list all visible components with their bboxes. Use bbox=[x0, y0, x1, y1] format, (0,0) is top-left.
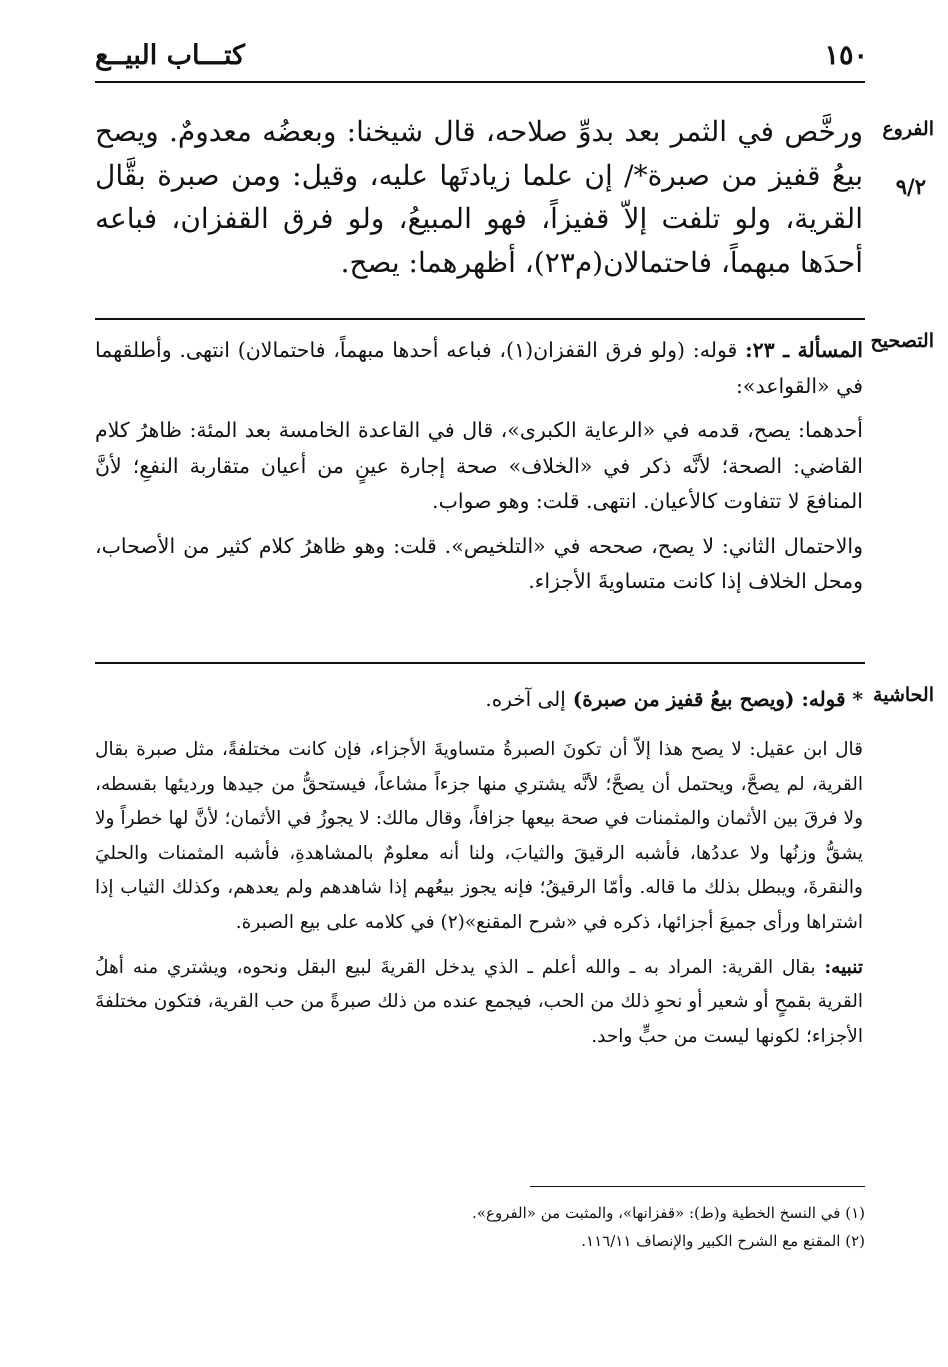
tashih-block bbox=[95, 333, 863, 609]
section-divider bbox=[95, 662, 865, 664]
hashiya-block bbox=[95, 733, 863, 1064]
footnote-1: (١) في النسخ الخطية و(ط): «قفزانها»، والمثبت من «الفروع». bbox=[472, 1204, 865, 1222]
page-number: ١٥٠ bbox=[824, 40, 868, 71]
tashih-paragraph: والاحتمال الثاني: لا يصح، صححه في «التلخيص». قلت: وهو ظاهرُ كلام كثير من الأصحاب، ومحل الخلاف إذا كانت متساويةَ الأجزاء. bbox=[95, 533, 863, 593]
footnote-2: (٢) المقنع مع الشرح الكبير والإنصاف ١١٦/١١. bbox=[581, 1232, 865, 1250]
tashih-paragraph: أحدهما: يصح، قدمه في «الرعاية الكبرى»، قال في القاعدة الخامسة بعد المئة: ظاهرُ كلام القاضي: الصحة؛ لأنَّه ذكر في «الخلاف» صحة إجارة عينٍ من أعيان متقاربة النفعِ؛ لأنَّ المنافعَ لا تتفاوت كالأعيان. انتهى. قلت: وهو صواب. bbox=[95, 418, 863, 513]
furu-text-block bbox=[95, 110, 863, 284]
section-label-furu: الفروع bbox=[882, 118, 934, 140]
quote-tail: إلى آخره. bbox=[485, 687, 566, 711]
footnote-rule bbox=[530, 1186, 865, 1187]
tashih-intro-paragraph bbox=[95, 333, 863, 404]
quote-lead: * قوله: bbox=[801, 687, 863, 711]
hashiya-paragraph: قال ابن عقيل: لا يصح هذا إلاّ أن تكونَ الصبرةُ متساويةَ الأجزاء، فإن كانت مختلفةً، مثل صبرة بقال القرية، لم يصحَّ، ويحتمل أن يصحَّ؛ لأنَّه يشتري منها جزءاً مشاعاً، فيستحقُّ من جيدها ورديئها بقسطه، ولا فرقَ بين الأثمان والمثمنات في صحة بيعها جزافاً، وقال مالك: لا يجوزُ في الأثمان؛ لأنَّ لها خطراً ولا يشقُّ وزنُها ولا عددُها، فأشبه الرقيقَ والثيابَ، ولنا أنه معلومٌ بالمشاهدةِ، فأشبه المثمنات والحليَ والنقرةَ، ويبطل بذلك ما قاله. وأمّا الرقيقُ؛ فإنه يجوز بيعُهم إذا شاهدهم ولم يعدهم، وكذلك الثياب إذا اشتراها ورأى جميعَ أجزائها، ذكره في «شرح المقنع»(٢) في كلامه على بيع الصبرة. bbox=[95, 739, 863, 933]
header-rule bbox=[95, 81, 865, 83]
section-label-hashiya: الحاشية bbox=[873, 684, 934, 706]
tashih-intro: قوله: (ولو فرق القفزان(١)، فباعه أحدها مبهماً، فاحتمالان) انتهى. وأطلقهما في «القواعد»: bbox=[95, 338, 863, 398]
note-lead: تنبيه: bbox=[824, 956, 863, 978]
issue-heading: المسألة ـ ٢٣: bbox=[745, 338, 864, 362]
hashiya-quote bbox=[95, 684, 863, 714]
hashiya-note bbox=[95, 951, 863, 1055]
note-text: بقال القرية: المراد به ـ والله أعلم ـ الذي يدخل القريةَ لبيع البقل ونحوه، ويشتري منه أهلُ القرية بقمحٍ أو شعير أو نحوِ ذلك من الحب، فيجمع عنده من ذلك صبرةً من حب القرية، فتكون مختلفةَ الأجزاء؛ لكونها ليست من حبٍّ واحد. bbox=[95, 956, 863, 1047]
section-label-tashih: التصحيح bbox=[870, 330, 934, 352]
section-divider bbox=[95, 318, 865, 320]
furu-text: ورخَّص في الثمر بعد بدوِّ صلاحه، قال شيخنا: وبعضُه معدومٌ. ويصح بيعُ قفيز من صبرة*/ إن علما زيادتَها عليه، وقيل: ومن صبرة بقَّال القرية، ولو تلفت إلاّ قفيزاً، فهو المبيعُ، ولو فرق القفزان، فباعه أحدَها مبهماً، فاحتمالان(م٢٣)، أظهرهما: يصح. bbox=[95, 115, 863, 279]
quote-text: (ويصح بيعُ قفيز من صبرة) bbox=[572, 687, 795, 711]
running-title: كتـــاب البيــع bbox=[95, 40, 245, 71]
volume-page-ref: ٩/٢ bbox=[895, 174, 926, 199]
